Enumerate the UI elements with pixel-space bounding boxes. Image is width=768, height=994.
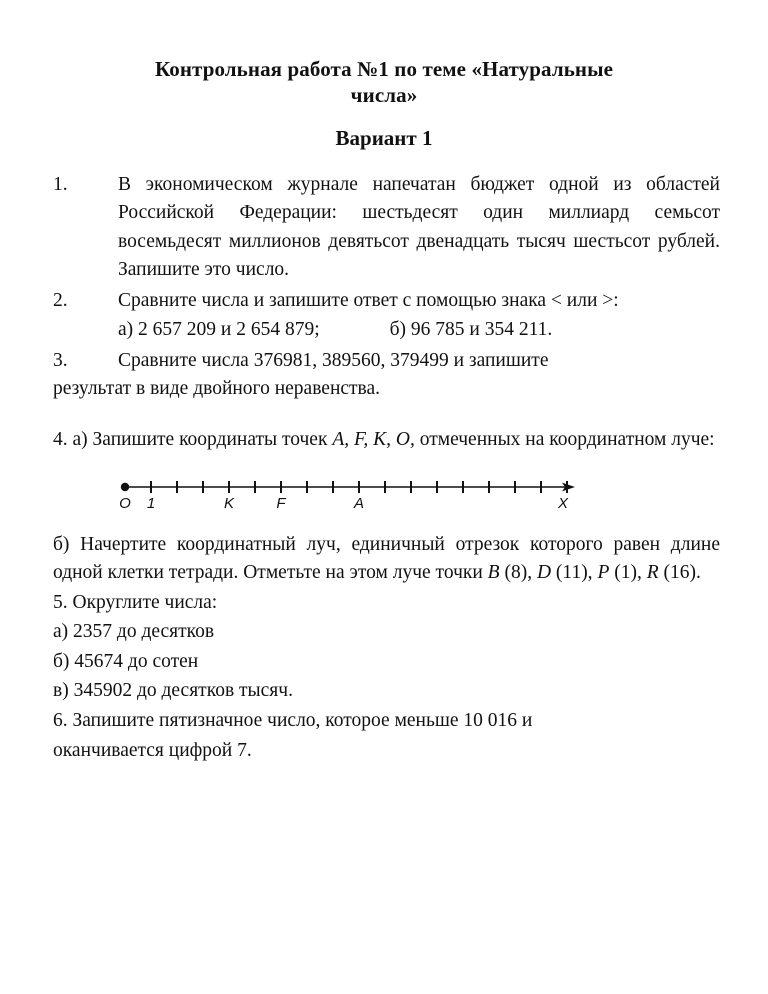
tasks-body xyxy=(0,171,768,766)
task-5-item-b: б) 45674 до сотен xyxy=(53,650,199,672)
point-label-r: R xyxy=(646,562,659,584)
document-title xyxy=(0,0,768,109)
task-2-parts xyxy=(53,316,720,345)
task-1-text: В экономическом журнале напечатан бюджет одной из областей Российской Федерации: шестьдесят один миллиард семьсот восемьдесят миллионов девятьсот двенадцать тысяч шестьсот рублей. Запишите это число. xyxy=(118,173,720,281)
task-3-rest: результат в виде двойного неравенства. xyxy=(53,378,381,400)
unit-label: 1 xyxy=(146,494,156,512)
task-3-lead-wrap xyxy=(53,347,720,376)
point-label-a: A xyxy=(353,494,365,512)
task-4b xyxy=(53,531,720,588)
task-5-item-a: а) 2357 до десятков xyxy=(53,621,215,643)
axis-label: X xyxy=(557,494,569,512)
point-label-k: K xyxy=(223,494,235,512)
task-4b-pre: б) Начертите координатный луч, единичный отрезок которого равен длине одной клетки тетради. Отметьте на этом луче точки xyxy=(53,533,720,584)
point-label-d: D xyxy=(536,562,552,584)
task-3-lead: Сравните числа 376981, 389560, 379499 и запишите xyxy=(118,349,549,371)
task-4a-pre: 4. а) Запишите координаты точек xyxy=(53,429,333,450)
point-value-r: (16). xyxy=(658,562,701,584)
task-1-number: 1. xyxy=(53,173,68,195)
task-2-part-b: б) 96 785 и 354 211. xyxy=(389,319,553,341)
origin-point xyxy=(121,482,129,490)
task-2-number: 2. xyxy=(53,289,68,311)
task-5-item-c: в) 345902 до десятков тысяч. xyxy=(53,680,293,702)
title-line-1: Контрольная работа №1 по теме «Натуральные xyxy=(154,57,614,81)
task-4a-post: отмеченных на координатном луче: xyxy=(414,429,715,450)
coordinate-ray-diagram xyxy=(53,469,720,517)
task-4b-points xyxy=(488,562,701,583)
task-4a-points: A, F, K, O, xyxy=(332,429,415,450)
title-line-2: числа» xyxy=(350,83,418,108)
number-line-svg xyxy=(53,469,613,517)
point-value-b: (8), xyxy=(499,562,537,584)
task-6-line-1: 6. Запишите пятизначное число, которое меньше 10 016 и xyxy=(53,709,533,731)
origin-label: O xyxy=(119,494,131,512)
point-label-p: P xyxy=(597,562,610,584)
task-1 xyxy=(53,171,720,285)
task-3 xyxy=(53,347,720,404)
point-value-d: (11), xyxy=(551,562,598,584)
task-6-line-2: оканчивается цифрой 7. xyxy=(53,739,252,761)
point-label-f: F xyxy=(276,494,286,512)
task-2 xyxy=(53,287,720,316)
variant-heading: Вариант 1 xyxy=(335,125,433,150)
point-value-p: (1), xyxy=(609,562,647,584)
task-2-part-a: а) 2 657 209 и 2 654 879; xyxy=(118,319,320,341)
point-label-b: B xyxy=(487,562,500,584)
task-3-number: 3. xyxy=(53,349,68,371)
task-4a xyxy=(53,426,720,455)
task-2-text: Сравните числа и запишите ответ с помощью знака < или >: xyxy=(118,289,619,311)
task-5-heading: 5. Округлите числа: xyxy=(53,591,218,613)
